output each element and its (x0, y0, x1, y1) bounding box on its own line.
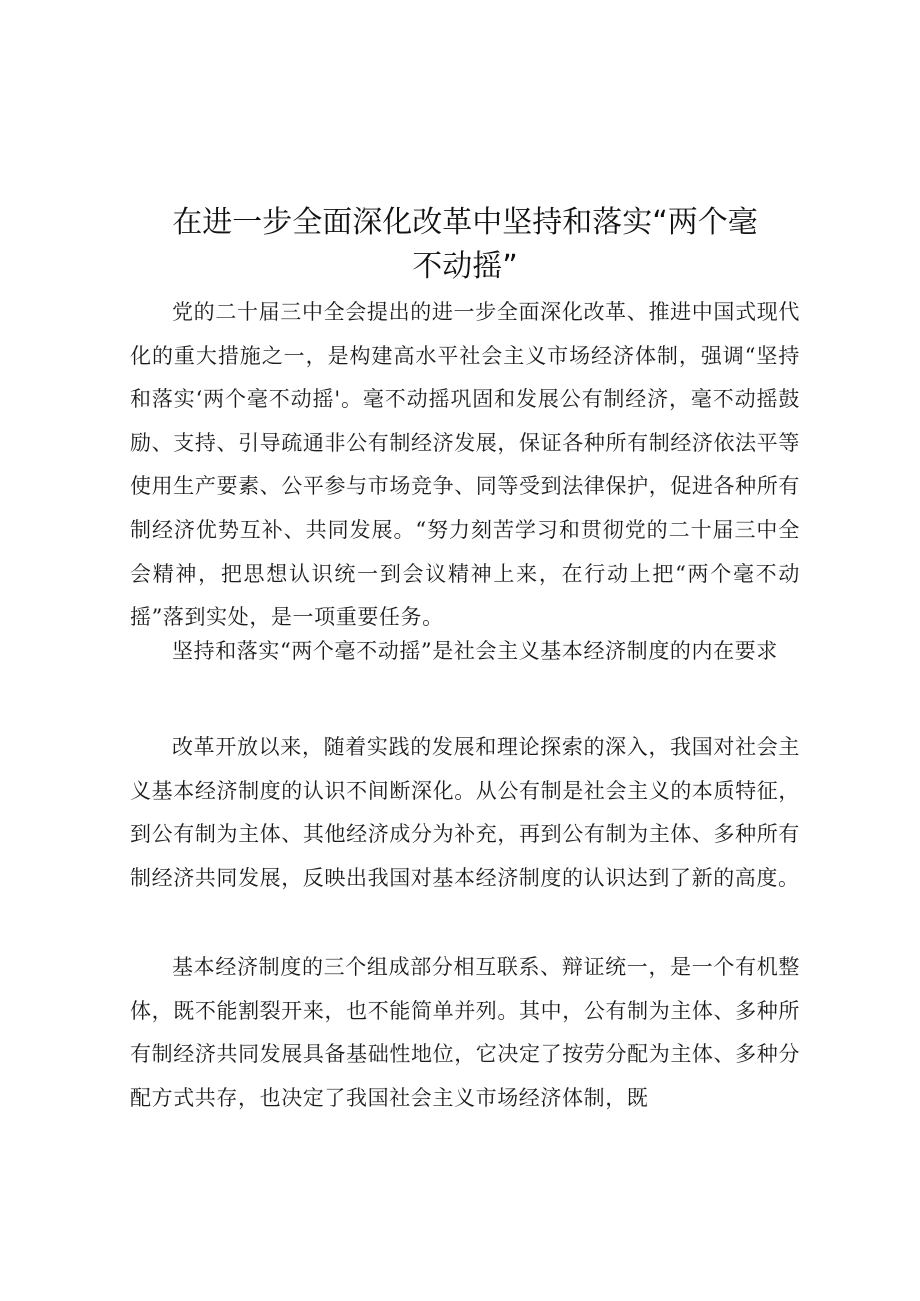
paragraph-intro: 党的二十届三中全会提出的进一步全面深化改革、推进中国式现代化的重大措施之一，是构建高水平社会主义市场经济体制，强调“坚持和落实‘两个毫不动摇'。毫不动摇巩固和发展公有制经济，毫不动摇鼓励、支持、引导疏通非公有制经济发展，保证各种所有制经济依法平等使用生产要素、公平参与市场竞争、同等受到法律保护，促进各种所有制经济优势互补、共同发展。“努力刻苦学习和贯彻党的二十届三中全会精神，把思想认识统一到会议精神上来，在行动上把“两个毫不动摇”落到实处，是一项重要任务。 (130, 300, 800, 630)
paragraph-reform: 改革开放以来，随着实践的发展和理论探索的深入，我国对社会主义基本经济制度的认识不间断深化。从公有制是社会主义的本质特征，到公有制为主体、其他经济成分为补充，再到公有制为主体、多种所有制经济共同发展，反映出我国对基本经济制度的认识达到了新的高度。 (130, 735, 800, 890)
document-title (160, 201, 770, 289)
paragraph-basic-system: 基本经济制度的三个组成部分相互联系、辩证统一，是一个有机整体，既不能割裂开来，也不能简单并列。其中，公有制为主体、多种所有制经济共同发展具备基础性地位，它决定了按劳分配为主体、多种分配方式共存，也决定了我国社会主义市场经济体制，既 (130, 955, 800, 1110)
title-line-2: 不动摇” (412, 249, 518, 284)
title-line-1: 在进一步全面深化改革中坚持和落实“两个毫 (172, 205, 758, 240)
section-heading: 坚持和落实“两个毫不动摇”是社会主义基本经济制度的内在要求 (172, 639, 778, 663)
